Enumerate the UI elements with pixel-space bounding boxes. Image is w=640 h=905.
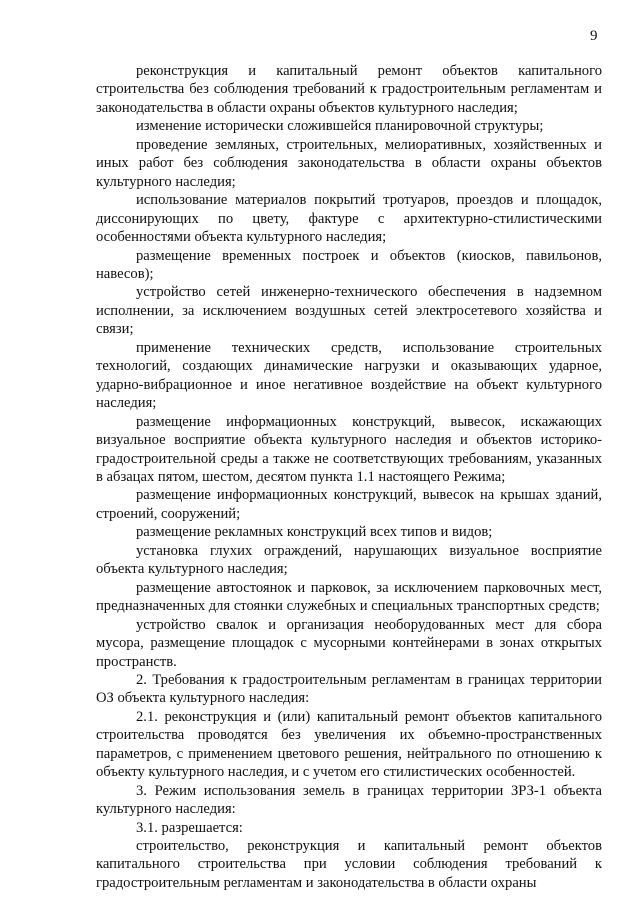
paragraph-11: установка глухих ограждений, нарушающих визуальное восприятие объекта культурного наследия; <box>96 542 602 578</box>
paragraph-9: размещение информационных конструкций, вывесок на крышах зданий, строений, сооружений; <box>96 487 602 522</box>
page-number: 9 <box>590 28 598 44</box>
paragraph-12: размещение автостоянок и парковок, за исключением парковочных мест, предназначенных для стоянки служебных и специальных транспортных средств; <box>96 579 602 615</box>
body-text <box>96 62 602 892</box>
paragraph-10: размещение рекламных конструкций всех типов и видов; <box>136 524 493 541</box>
paragraph-4: использование материалов покрытий тротуаров, проездов и площадок, диссонирующих по цвету, фактуре с архитектурно-стилистическими особенностями объекта культурного наследия; <box>96 192 602 246</box>
section-2-heading: 2. Требования к градостроительным регламентам в границах территории ОЗ объекта культурного наследия: <box>96 671 602 707</box>
paragraph-7: применение технических средств, использование строительных технологий, создающих динамические нагрузки и оказывающих ударное, ударно-вибрационное и иное негативное воздействие на объект культурного наследия; <box>96 339 602 412</box>
paragraph-18: строительство, реконструкция и капитальный ремонт объектов капитального строительства при условии соблюдения требований к градостроительным регламентам и законодательства в области охраны <box>96 838 602 891</box>
item-2-1: 2.1. реконструкция и (или) капитальный ремонт объектов капитального строительства проводятся без увеличения их объемно-пространственных параметров, с применением цветового решения, нейтрального по отношению к объекту культурного наследия, и с учетом его стилистических особенностей. <box>96 708 602 781</box>
paragraph-5: размещение временных построек и объектов (киосков, павильонов, навесов); <box>96 247 602 282</box>
paragraph-1: реконструкция и капитальный ремонт объектов капитального строительства без соблюдения требований к градостроительным регламентам и законодательства в области охраны объектов культурного наследия; <box>96 63 602 116</box>
paragraph-8: размещение информационных конструкций, вывесок, искажающих визуальное восприятие объекта культурного наследия и объектов историко-градостроительной среды а также не соответствующих требованиям, указанных в абзацах пятом, шестом, десятом пункта 1.1 настоящего Режима; <box>96 413 602 485</box>
paragraph-2: изменение исторически сложившейся планировочной структуры; <box>136 118 544 135</box>
section-3-heading: 3. Режим использования земель в границах территории ЗРЗ-1 объекта культурного наследия: <box>96 782 602 818</box>
item-3-1: 3.1. разрешается: <box>136 819 243 836</box>
paragraph-6: устройство сетей инженерно-технического обеспечения в надземном исполнении, за исключением воздушных сетей электросетевого хозяйства и связи; <box>96 284 602 338</box>
paragraph-3: проведение земляных, строительных, мелиоративных, хозяйственных и иных работ без соблюдения законодательства в области охраны объектов культурного наследия; <box>96 136 602 190</box>
paragraph-13: устройство свалок и организация необорудованных мест для сбора мусора, размещение площадок с мусорными контейнерами в зонах открытых пространств. <box>96 616 602 670</box>
